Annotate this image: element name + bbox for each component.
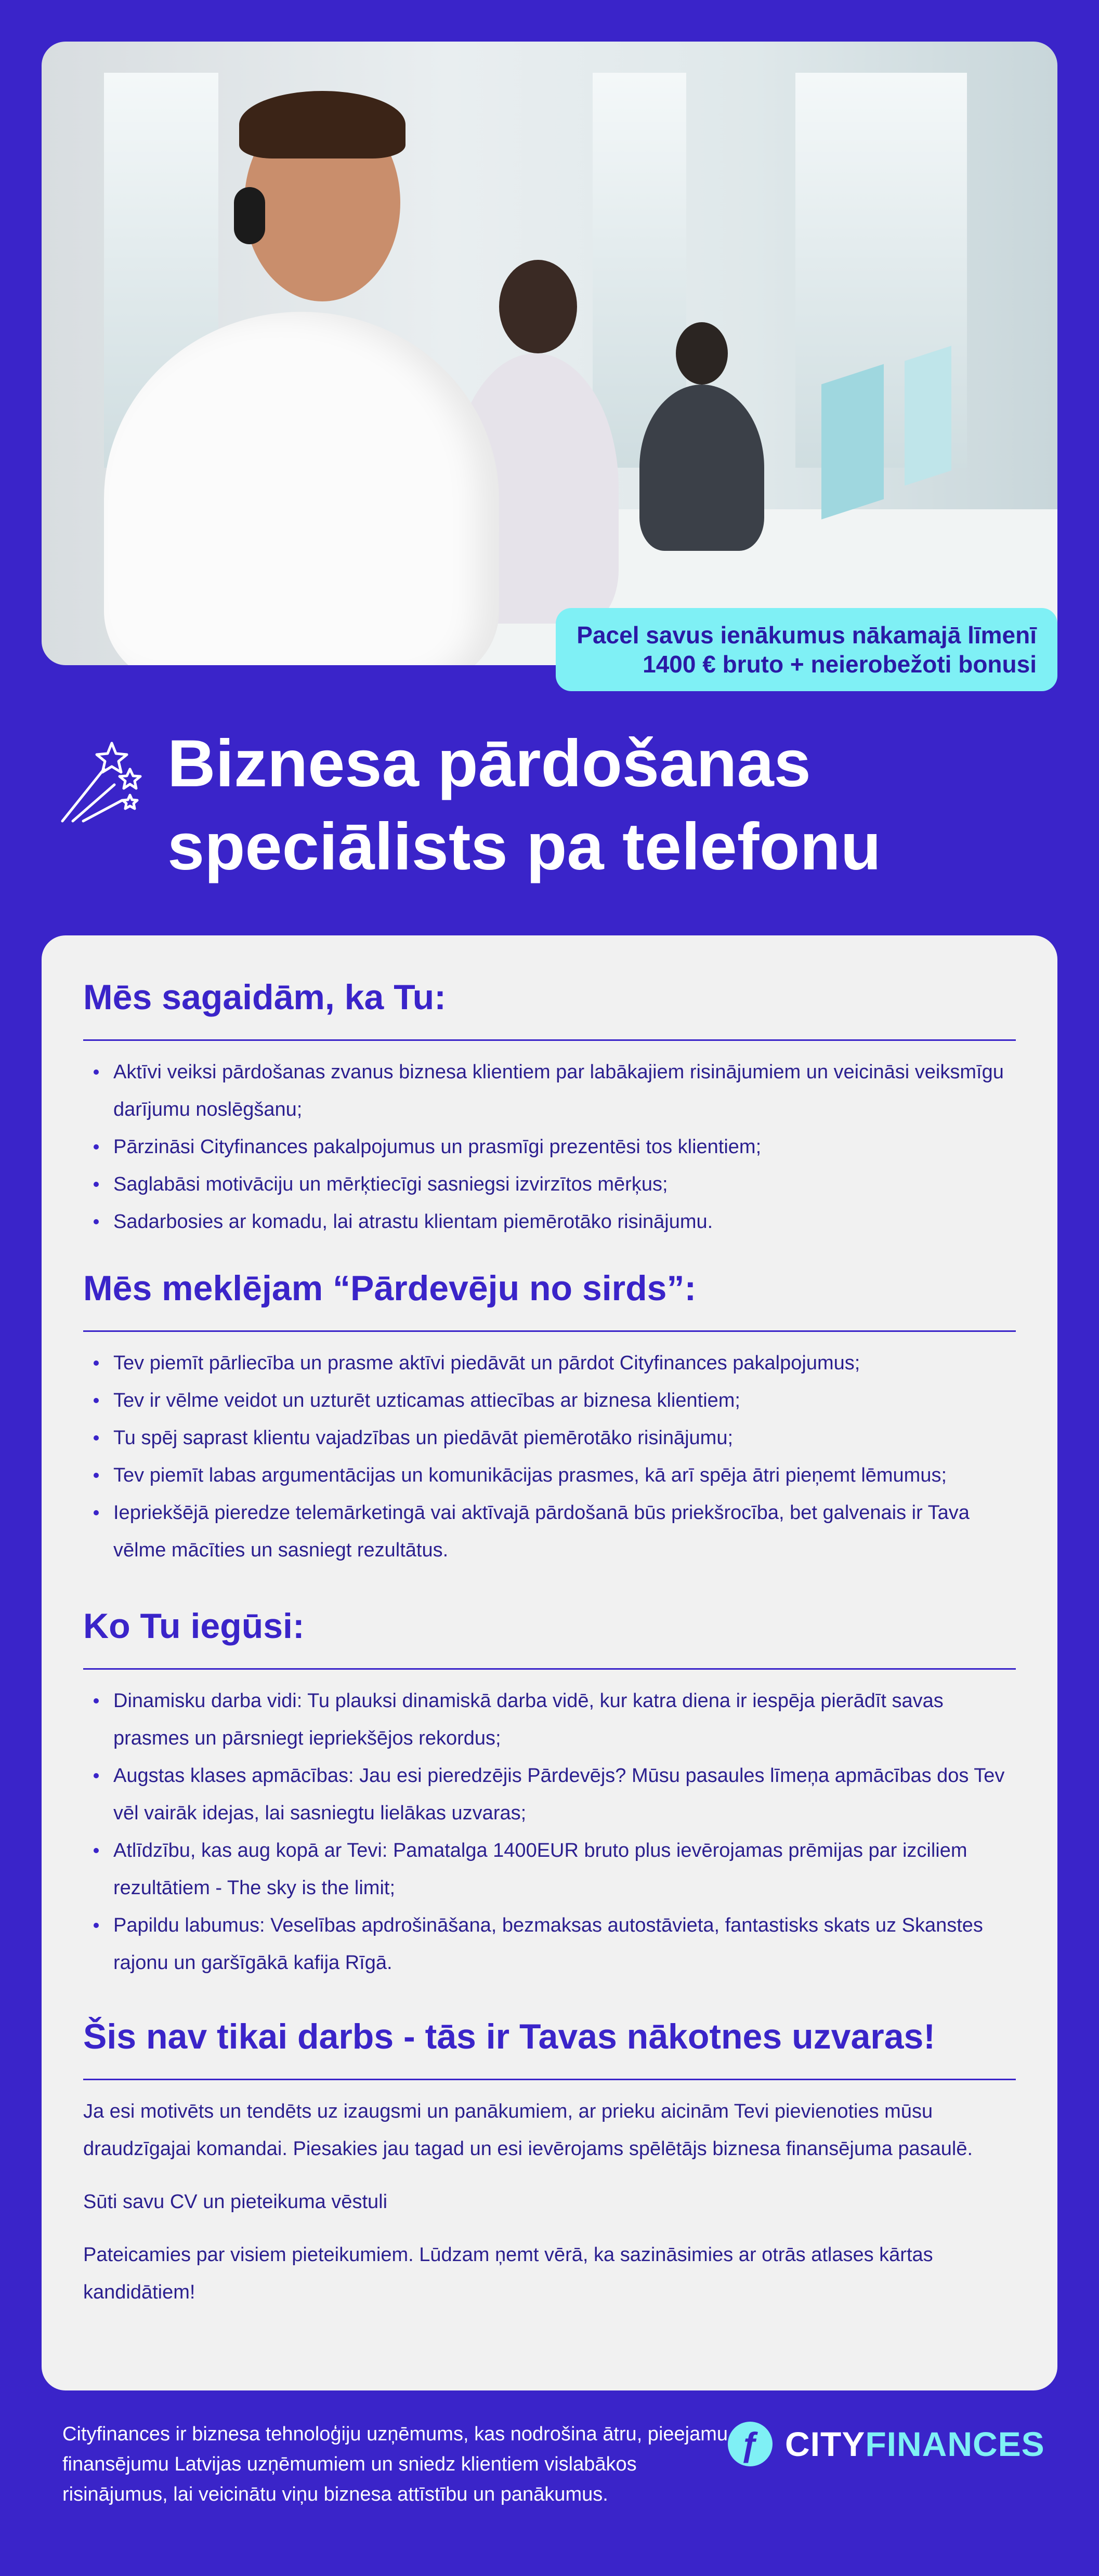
badge-line-2: 1400 € bruto + neierobežoti bonusi xyxy=(643,651,1037,678)
section-expect xyxy=(83,977,1016,1240)
cityfinances-logo xyxy=(728,2422,1045,2466)
list-item: Sadarbosies ar komadu, lai atrastu klientam piemērotāko risinājumu. xyxy=(83,1203,1016,1240)
salary-badge xyxy=(556,608,1057,691)
content-card xyxy=(42,935,1057,2390)
list-item: Augstas klases apmācības: Jau esi pieredzējis Pārdevējs? Mūsu pasaules līmeņa apmācības dos Tev vēl vairāk idejas, lai sasniegtu lielākas uzvaras; xyxy=(83,1757,1016,1832)
list-item: Saglabāsi motivāciju un mērķtiecīgi sasniegsi izvirzītos mērķus; xyxy=(83,1166,1016,1203)
logo-finances: FINANCES xyxy=(865,2425,1045,2463)
section-seek xyxy=(83,1268,1016,1569)
logo-city: CITY xyxy=(785,2425,866,2463)
closing-paragraph: Ja esi motivēts un tendēts uz izaugsmi un panākumiem, ar prieku aicinām Tevi pievienoties mūsu draudzīgajai komandai. Piesakies jau tagad un esi ievērojams spēlētājs biznesa finansējuma pasaulē. xyxy=(83,2101,973,2160)
list-item: Iepriekšējā pieredze telemārketingā vai aktīvajā pārdošanā būs priekšrocība, bet galvenais ir Tava vēlme mācīties un sasniegt rezultātus. xyxy=(83,1494,1016,1569)
bullet-list xyxy=(83,1682,1016,1981)
cv-instruction: Sūti savu CV un pieteikuma vēstuli xyxy=(83,2191,388,2213)
list-item: Tu spēj saprast klientu vajadzības un piedāvāt piemērotāko risinājumu; xyxy=(83,1419,1016,1457)
shooting-stars-icon xyxy=(57,733,151,826)
list-item: Papildu labumus: Veselības apdrošināšana, bezmaksas autostāvieta, fantastisks skats uz Skanstes rajonu un garšīgākā kafija Rīgā. xyxy=(83,1907,1016,1981)
title-line-2: speciālists pa telefonu xyxy=(167,810,881,884)
logo-wordmark xyxy=(785,2424,1045,2464)
bullet-list xyxy=(83,1344,1016,1569)
list-item: Pārzināsi Cityfinances pakalpojumus un prasmīgi prezentēsi tos klientiem; xyxy=(83,1128,1016,1166)
logo-mark-icon: ƒ xyxy=(728,2422,773,2466)
section-heading: Mēs sagaidām, ka Tu: xyxy=(83,977,1016,1041)
section-closing xyxy=(83,2016,1016,2311)
section-gain xyxy=(83,1606,1016,1981)
list-item: Atlīdzību, kas aug kopā ar Tevi: Pamatalga 1400EUR bruto plus ievērojamas prēmijas par izciliem rezultātiem - The sky is the limit; xyxy=(83,1832,1016,1907)
section-heading: Ko Tu iegūsi: xyxy=(83,1606,1016,1670)
section-heading: Mēs meklējam “Pārdevēju no sirds”: xyxy=(83,1268,1016,1332)
thanks-paragraph: Pateicamies par visiem pieteikumiem. Lūdzam ņemt vērā, ka sazināsimies ar otrās atlases kārtas kandidātiem! xyxy=(83,2244,933,2303)
list-item: Aktīvi veiksi pārdošanas zvanus biznesa klientiem par labākajiem risinājumiem un veicināsi veiksmīgu darījumu noslēgšanu; xyxy=(83,1053,1016,1128)
list-item: Tev piemīt pārliecība un prasme aktīvi piedāvāt un pārdot Cityfinances pakalpojumus; xyxy=(83,1344,1016,1382)
page-title xyxy=(167,722,881,889)
company-description: Cityfinances ir biznesa tehnoloģiju uzņēmums, kas nodrošina ātru, pieejamu finansējumu Latvijas uzņēmumiem un sniedz klientiem vislabākos risinājumus, lai veicinātu viņu biznesa attīstību un panākumus. xyxy=(62,2423,728,2505)
list-item: Tev ir vēlme veidot un uzturēt uzticamas attiecības ar biznesa klientiem; xyxy=(83,1382,1016,1419)
hero-photo xyxy=(42,42,1057,665)
badge-line-1: Pacel savus ienākumus nākamajā līmenī xyxy=(577,622,1037,649)
list-item: Tev piemīt labas argumentācijas un komunikācijas prasmes, kā arī spēja ātri pieņemt lēmumus; xyxy=(83,1457,1016,1494)
section-heading: Šis nav tikai darbs - tās ir Tavas nākotnes uzvaras! xyxy=(83,2016,1016,2080)
list-item: Dinamisku darba vidi: Tu plauksi dinamiskā darba vidē, kur katra diena ir iespēja pierādīt savas prasmes un pārsniegt iepriekšējos rekordus; xyxy=(83,1682,1016,1757)
title-line-1: Biznesa pārdošanas xyxy=(167,726,811,801)
bullet-list xyxy=(83,1053,1016,1240)
